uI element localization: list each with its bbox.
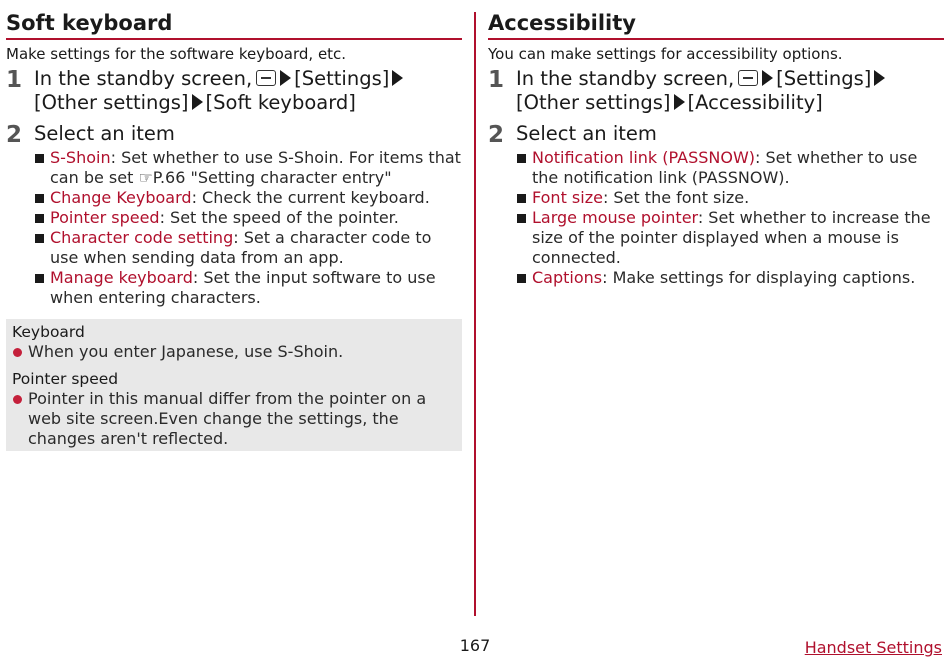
section-title: Soft keyboard — [6, 8, 462, 40]
menu-key-icon — [738, 70, 758, 86]
triangle-right-icon — [392, 70, 403, 86]
settings-item-list — [488, 148, 944, 288]
menu-path-accessibility: [Accessibility] — [687, 91, 823, 114]
list-item — [516, 268, 944, 288]
square-bullet-icon — [35, 154, 44, 163]
item-desc: : Set the speed of the pointer. — [159, 208, 399, 227]
note-text: Pointer in this manual differ from the pointer on a web site screen.Even change the settings, the changes aren't reflected. — [28, 389, 427, 448]
list-item — [516, 148, 944, 188]
item-term: Pointer speed — [50, 208, 160, 227]
triangle-right-icon — [280, 70, 291, 86]
item-desc: : Set whether to use the notification link (PASSNOW). — [532, 148, 918, 187]
accessibility-section — [488, 8, 944, 288]
menu-key-icon — [256, 70, 276, 86]
square-bullet-icon — [517, 214, 526, 223]
list-item — [516, 188, 944, 208]
square-bullet-icon — [35, 214, 44, 223]
note-heading-keyboard: Keyboard — [12, 323, 85, 341]
square-bullet-icon — [35, 194, 44, 203]
page-number: 167 — [459, 636, 491, 655]
step-2 — [488, 122, 944, 146]
step-number: 2 — [488, 122, 505, 148]
note-text: When you enter Japanese, use S-Shoin. — [28, 342, 344, 361]
square-bullet-icon — [35, 234, 44, 243]
note-item — [12, 342, 456, 362]
section-intro: You can make settings for accessibility options. — [488, 45, 843, 63]
item-desc: : Make settings for displaying captions. — [602, 268, 916, 287]
list-item — [34, 268, 462, 308]
item-term: Character code setting — [50, 228, 234, 247]
square-bullet-icon — [35, 274, 44, 283]
section-title: Accessibility — [488, 8, 944, 40]
item-term: Large mouse pointer — [532, 208, 698, 227]
menu-path-other-settings: [Other settings] — [34, 91, 189, 114]
step-text: Select an item — [516, 122, 657, 145]
settings-item-list — [6, 148, 462, 308]
list-item — [516, 208, 944, 268]
item-desc: : Set the input software to use when entering characters. — [50, 268, 436, 307]
item-term: Notification link (PASSNOW) — [532, 148, 756, 167]
triangle-right-icon — [874, 70, 885, 86]
step-number: 2 — [6, 122, 23, 148]
menu-path-settings: [Settings] — [294, 67, 390, 90]
square-bullet-icon — [517, 194, 526, 203]
section-intro: Make settings for the software keyboard, etc. — [6, 45, 347, 63]
menu-path-soft-keyboard: [Soft keyboard] — [205, 91, 356, 114]
triangle-right-icon — [674, 94, 685, 110]
menu-path-other-settings: [Other settings] — [516, 91, 671, 114]
item-desc: : Set the font size. — [602, 188, 750, 207]
menu-path-settings: [Settings] — [776, 67, 872, 90]
item-desc: : Set whether to use S-Shoin. For items that can be set ☞P.66 "Setting character entry" — [50, 148, 461, 187]
note-list — [12, 342, 456, 362]
list-item — [34, 188, 462, 208]
item-desc: : Set a character code to use when sending data from an app. — [50, 228, 432, 267]
note-item — [12, 389, 456, 449]
step-text: In the standby screen, — [516, 67, 735, 90]
item-term: Captions — [532, 268, 603, 287]
column-divider — [474, 12, 476, 616]
list-item — [34, 208, 462, 228]
step-2 — [6, 122, 462, 146]
note-list — [12, 389, 456, 449]
step-number: 1 — [488, 67, 505, 93]
item-term: Font size — [532, 188, 603, 207]
note-box — [6, 319, 462, 451]
triangle-right-icon — [762, 70, 773, 86]
triangle-right-icon — [192, 94, 203, 110]
item-term: Change Keyboard — [50, 188, 192, 207]
square-bullet-icon — [517, 274, 526, 283]
step-text: Select an item — [34, 122, 175, 145]
section-footer-link[interactable]: Handset Settings — [804, 638, 942, 657]
dot-bullet-icon — [13, 395, 22, 404]
list-item — [34, 228, 462, 268]
item-term: S-Shoin — [50, 148, 111, 167]
note-heading-pointer-speed: Pointer speed — [12, 370, 119, 388]
list-item — [34, 148, 462, 188]
step-1 — [6, 67, 462, 115]
step-1 — [488, 67, 944, 115]
item-desc: : Set whether to increase the size of the pointer displayed when a mouse is connected. — [532, 208, 931, 267]
square-bullet-icon — [517, 154, 526, 163]
item-term: Manage keyboard — [50, 268, 193, 287]
soft-keyboard-section — [6, 8, 462, 451]
step-number: 1 — [6, 67, 23, 93]
step-text: In the standby screen, — [34, 67, 253, 90]
dot-bullet-icon — [13, 348, 22, 357]
item-desc: : Check the current keyboard. — [191, 188, 430, 207]
